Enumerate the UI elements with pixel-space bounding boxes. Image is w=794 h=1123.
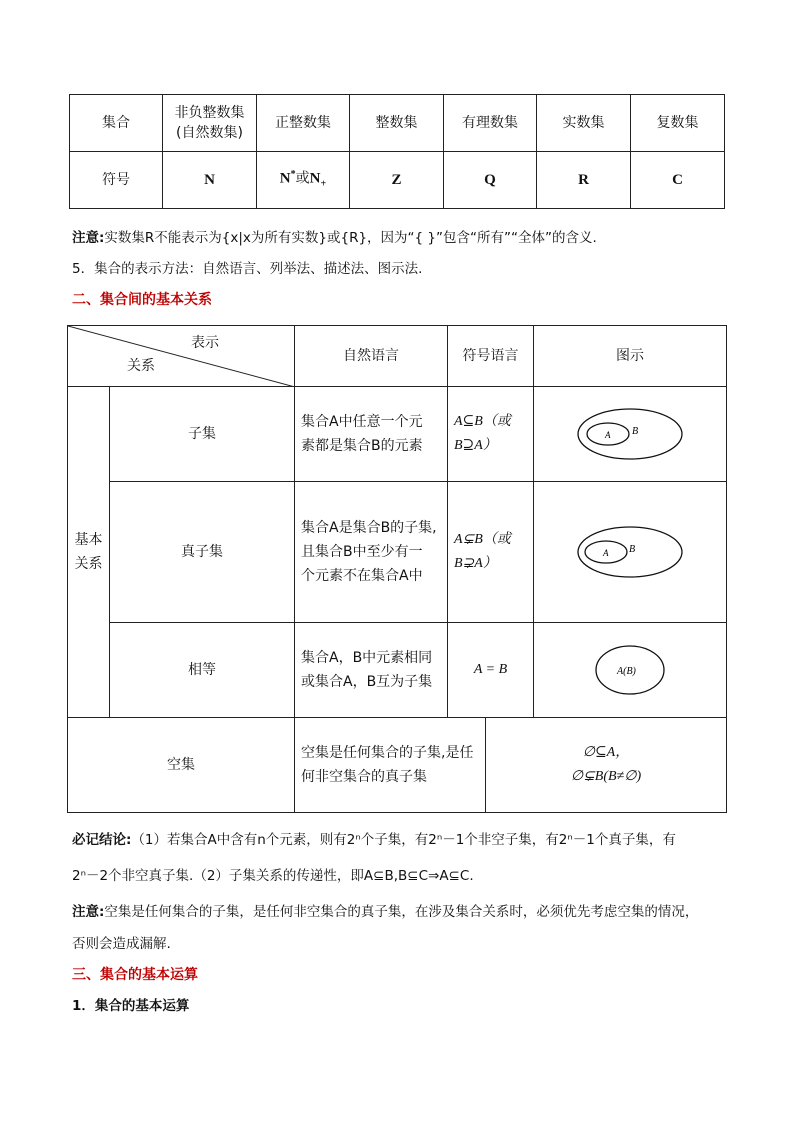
symbol-subset: A⊆B（或 B⊇A） — [448, 387, 534, 482]
venn-subset-diagram — [575, 404, 685, 464]
table-row — [68, 623, 727, 718]
natural-language-empty-set: 空集是任何集合的子集,是任 何非空集合的真子集 — [295, 718, 486, 813]
table-row — [68, 326, 727, 387]
symbol-label-cell: 符号 — [70, 152, 163, 209]
symbol-equal: A = B — [448, 623, 534, 718]
conclusion-line-1: 必记结论:（1）若集合A中含有n个元素，则有2ⁿ个子集，有2ⁿ－1个非空子集，有2ⁿ－1个真子集，有 — [72, 832, 676, 848]
header-top-label: 表示 — [191, 335, 219, 351]
table-row — [68, 718, 727, 813]
symbol-cell: Q — [444, 152, 537, 209]
table-row — [70, 95, 725, 152]
header-cell: 有理数集 — [444, 95, 537, 152]
header-natural-language: 自然语言 — [295, 326, 448, 387]
group-label-cell: 基本 关系 — [68, 387, 110, 718]
section-title-relations: 二、集合间的基本关系 — [72, 292, 212, 308]
representation-methods: 5．集合的表示方法：自然语言、列举法、描述法、图示法. — [72, 261, 423, 277]
inner-set-label: A — [605, 430, 611, 440]
relation-name-empty-set: 空集 — [68, 718, 295, 813]
header-diagram: 图示 — [534, 326, 727, 387]
header-cell: 整数集 — [350, 95, 444, 152]
header-bottom-label: 关系 — [127, 358, 155, 374]
venn-equal-diagram — [590, 640, 670, 700]
diagonal-line — [68, 326, 295, 387]
note-empty-set-line-2: 否则会造成漏解. — [72, 936, 171, 952]
header-cell: 非负整数集 (自然数集) — [163, 95, 257, 152]
natural-language-subset: 集合A中任意一个元 素都是集合B的元素 — [295, 387, 448, 482]
number-sets-table — [69, 94, 725, 209]
symbol-cell: N*或$N_+$ — [257, 152, 350, 209]
table-row — [68, 387, 727, 482]
relation-name-equal: 相等 — [110, 623, 295, 718]
symbol-cell: R — [537, 152, 631, 209]
subsection-title-basic-operations: 1．集合的基本运算 — [72, 998, 190, 1014]
symbol-empty-set: ∅⊆A， ∅⊊B(B≠∅) — [486, 718, 727, 813]
venn-proper-subset-diagram — [575, 522, 685, 582]
outer-set-label: B — [629, 544, 636, 555]
header-symbol-language: 符号语言 — [448, 326, 534, 387]
symbol-cell: Z — [350, 152, 444, 209]
note-real-set: 注意:实数集R不能表示为{x|x为所有实数}或{R}，因为“{ }”包含“所有”“全体”的含义. — [72, 230, 597, 246]
outer-set-label: B — [632, 426, 639, 437]
conclusion-line-2: 2ⁿ－2个非空真子集.（2）子集关系的传递性，即A⊆B,B⊆C⇒A⊆C. — [72, 868, 474, 884]
relation-name-subset: 子集 — [110, 387, 295, 482]
set-relations-table — [67, 325, 727, 813]
table-row — [70, 152, 725, 209]
section-title-operations: 三、集合的基本运算 — [72, 967, 198, 983]
natural-language-proper-subset: 集合A是集合B的子集, 且集合B中至少有一 个元素不在集合A中 — [295, 482, 448, 623]
natural-language-equal: 集合A，B中元素相同 或集合A，B互为子集 — [295, 623, 448, 718]
note-empty-set-line-1: 注意:空集是任何集合的子集，是任何非空集合的真子集，在涉及集合关系时，必须优先考虑空集的情况， — [72, 904, 699, 920]
equal-set-label: A(B) — [617, 666, 636, 677]
header-cell: 复数集 — [631, 95, 725, 152]
diagram-proper-subset-cell — [534, 482, 727, 623]
inner-set-label: A — [603, 548, 609, 558]
symbol-proper-subset: A⊊B（或 B⊋A） — [448, 482, 534, 623]
diagram-equal-cell — [534, 623, 727, 718]
diagram-subset-cell — [534, 387, 727, 482]
diagonal-header-cell — [68, 326, 295, 387]
header-cell: 实数集 — [537, 95, 631, 152]
header-cell: 集合 — [70, 95, 163, 152]
header-cell: 正整数集 — [257, 95, 350, 152]
symbol-cell: C — [631, 152, 725, 209]
relation-name-proper-subset: 真子集 — [110, 482, 295, 623]
symbol-cell: N — [163, 152, 257, 209]
table-row — [68, 482, 727, 623]
